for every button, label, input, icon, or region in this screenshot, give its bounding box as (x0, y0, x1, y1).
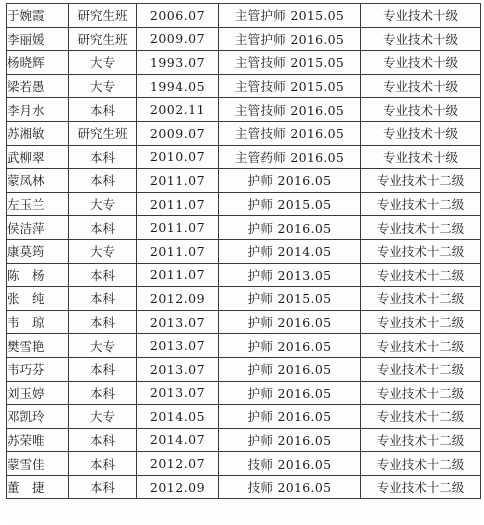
title-cell: 护师 2016.05 (219, 216, 361, 240)
name-cell: 康莫筠 (7, 239, 69, 263)
table-row (7, 216, 481, 240)
title-cell: 主管技师 2016.05 (219, 98, 361, 122)
date-cell: 2013.07 (137, 381, 219, 405)
date-cell: 2013.07 (137, 357, 219, 381)
education-cell: 本科 (69, 428, 137, 452)
title-cell: 主管技师 2016.05 (219, 121, 361, 145)
table-row (7, 428, 481, 452)
education-cell: 本科 (69, 310, 137, 334)
education-cell: 本科 (69, 145, 137, 169)
title-cell: 护师 2016.05 (219, 357, 361, 381)
level-cell: 专业技术十二级 (361, 405, 481, 429)
date-cell: 1993.07 (137, 51, 219, 75)
name-cell: 蒙雪佳 (7, 452, 69, 476)
title-cell: 护师 2014.05 (219, 239, 361, 263)
education-cell: 大专 (69, 51, 137, 75)
name-cell: 樊雪艳 (7, 334, 69, 358)
title-cell: 护师 2015.05 (219, 287, 361, 311)
name-cell: 李丽媛 (7, 27, 69, 51)
education-cell: 大专 (69, 334, 137, 358)
name-cell: 董 捷 (7, 475, 69, 499)
education-cell: 大专 (69, 239, 137, 263)
name-cell: 韦巧芬 (7, 357, 69, 381)
name-cell: 韦 琼 (7, 310, 69, 334)
title-cell: 护师 2015.05 (219, 192, 361, 216)
title-cell: 护师 2016.05 (219, 428, 361, 452)
name-cell: 左玉兰 (7, 192, 69, 216)
date-cell: 1994.05 (137, 74, 219, 98)
date-cell: 2011.07 (137, 263, 219, 287)
table-row (7, 310, 481, 334)
table-row (7, 169, 481, 193)
education-cell: 研究生班 (69, 27, 137, 51)
level-cell: 专业技术十级 (361, 4, 481, 28)
date-cell: 2002.11 (137, 98, 219, 122)
name-cell: 李月水 (7, 98, 69, 122)
level-cell: 专业技术十二级 (361, 452, 481, 476)
education-cell: 本科 (69, 216, 137, 240)
name-cell: 于婉霞 (7, 4, 69, 28)
table-row (7, 145, 481, 169)
title-cell: 护师 2016.05 (219, 405, 361, 429)
name-cell: 梁若愚 (7, 74, 69, 98)
education-cell: 本科 (69, 287, 137, 311)
level-cell: 专业技术十二级 (361, 475, 481, 499)
level-cell: 专业技术十二级 (361, 357, 481, 381)
name-cell: 张 纯 (7, 287, 69, 311)
name-cell: 苏湘敏 (7, 121, 69, 145)
date-cell: 2009.07 (137, 27, 219, 51)
level-cell: 专业技术十级 (361, 145, 481, 169)
table-row (7, 405, 481, 429)
staff-roster-table (6, 3, 481, 499)
date-cell: 2012.09 (137, 287, 219, 311)
date-cell: 2014.05 (137, 405, 219, 429)
name-cell: 侯洁萍 (7, 216, 69, 240)
date-cell: 2012.09 (137, 475, 219, 499)
title-cell: 护师 2016.05 (219, 334, 361, 358)
table-row (7, 74, 481, 98)
name-cell: 邓凯玲 (7, 405, 69, 429)
table-row (7, 27, 481, 51)
date-cell: 2011.07 (137, 192, 219, 216)
level-cell: 专业技术十二级 (361, 263, 481, 287)
table-row (7, 381, 481, 405)
education-cell: 本科 (69, 475, 137, 499)
title-cell: 护师 2016.05 (219, 310, 361, 334)
education-cell: 本科 (69, 381, 137, 405)
level-cell: 专业技术十级 (361, 51, 481, 75)
table-row (7, 239, 481, 263)
education-cell: 本科 (69, 357, 137, 381)
level-cell: 专业技术十级 (361, 98, 481, 122)
table-row (7, 121, 481, 145)
document-page (6, 3, 480, 522)
level-cell: 专业技术十二级 (361, 381, 481, 405)
table-row (7, 475, 481, 499)
title-cell: 主管技师 2015.05 (219, 51, 361, 75)
table-row (7, 98, 481, 122)
title-cell: 主管药师 2016.05 (219, 145, 361, 169)
title-cell: 技师 2016.05 (219, 452, 361, 476)
title-cell: 主管护师 2016.05 (219, 27, 361, 51)
table-row (7, 51, 481, 75)
level-cell: 专业技术十二级 (361, 169, 481, 193)
level-cell: 专业技术十级 (361, 74, 481, 98)
date-cell: 2006.07 (137, 4, 219, 28)
table-row (7, 4, 481, 28)
title-cell: 主管技师 2015.05 (219, 74, 361, 98)
title-cell: 护师 2016.05 (219, 169, 361, 193)
name-cell: 武柳翠 (7, 145, 69, 169)
date-cell: 2009.07 (137, 121, 219, 145)
level-cell: 专业技术十二级 (361, 192, 481, 216)
table-row (7, 452, 481, 476)
table-row (7, 334, 481, 358)
roster-body (7, 4, 481, 499)
education-cell: 研究生班 (69, 121, 137, 145)
level-cell: 专业技术十二级 (361, 287, 481, 311)
education-cell: 本科 (69, 169, 137, 193)
level-cell: 专业技术十二级 (361, 334, 481, 358)
date-cell: 2013.07 (137, 334, 219, 358)
education-cell: 本科 (69, 98, 137, 122)
level-cell: 专业技术十二级 (361, 428, 481, 452)
name-cell: 苏荣唯 (7, 428, 69, 452)
education-cell: 研究生班 (69, 4, 137, 28)
title-cell: 主管护师 2015.05 (219, 4, 361, 28)
date-cell: 2011.07 (137, 239, 219, 263)
education-cell: 本科 (69, 452, 137, 476)
education-cell: 大专 (69, 405, 137, 429)
date-cell: 2011.07 (137, 216, 219, 240)
name-cell: 蒙凤林 (7, 169, 69, 193)
education-cell: 本科 (69, 263, 137, 287)
name-cell: 刘玉婷 (7, 381, 69, 405)
date-cell: 2014.07 (137, 428, 219, 452)
level-cell: 专业技术十级 (361, 121, 481, 145)
name-cell: 陈 杨 (7, 263, 69, 287)
date-cell: 2012.07 (137, 452, 219, 476)
name-cell: 杨晓辉 (7, 51, 69, 75)
level-cell: 专业技术十二级 (361, 239, 481, 263)
date-cell: 2013.07 (137, 310, 219, 334)
education-cell: 大专 (69, 192, 137, 216)
level-cell: 专业技术十二级 (361, 216, 481, 240)
date-cell: 2010.07 (137, 145, 219, 169)
title-cell: 护师 2013.05 (219, 263, 361, 287)
table-row (7, 263, 481, 287)
level-cell: 专业技术十级 (361, 27, 481, 51)
table-row (7, 287, 481, 311)
date-cell: 2011.07 (137, 169, 219, 193)
title-cell: 护师 2016.05 (219, 381, 361, 405)
table-row (7, 192, 481, 216)
education-cell: 大专 (69, 74, 137, 98)
title-cell: 技师 2016.05 (219, 475, 361, 499)
level-cell: 专业技术十二级 (361, 310, 481, 334)
table-row (7, 357, 481, 381)
